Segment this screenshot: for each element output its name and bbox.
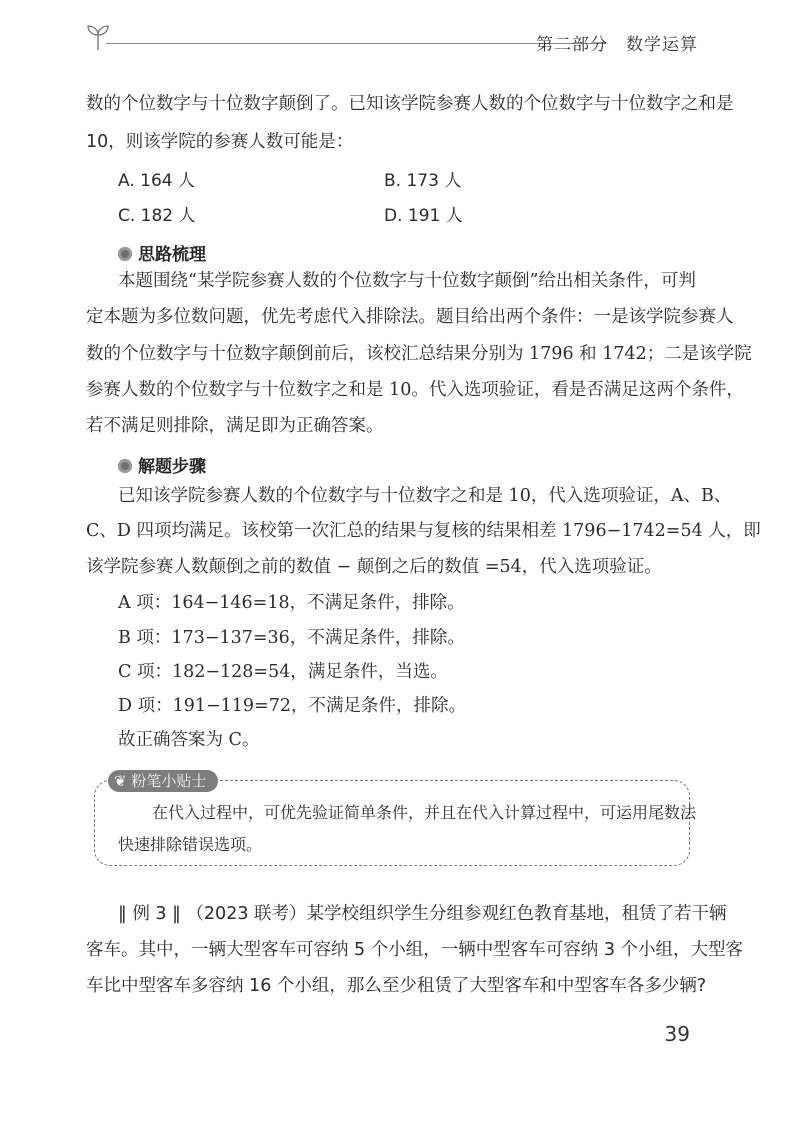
tip-line-1: 在代入过程中，可优先验证简单条件，并且在代入计算过程中，可运用尾数法	[152, 803, 697, 822]
option-d: D. 191 人	[384, 206, 463, 226]
page-number: 39	[664, 1022, 690, 1046]
sprout-icon: ❦	[114, 772, 132, 790]
example-marker-right: ‖	[166, 904, 187, 924]
header-rule	[106, 43, 606, 44]
option-b: B. 173 人	[384, 171, 462, 191]
example-line-1	[118, 896, 727, 932]
solution-line-3: 该学院参赛人数颠倒之前的数值 − 颠倒之后的数值 =54，代入选项验证。	[86, 557, 662, 577]
example-line-2: 客车。其中，一辆大型客车可容纳 5 个小组，一辆中型客车可容纳 3 个小组，大型客	[86, 940, 744, 960]
analysis-line-1: 本题围绕“某学院参赛人数的个位数字与十位数字颠倒”给出相关条件，可判	[118, 271, 696, 291]
circle-bullet-icon	[118, 459, 132, 473]
step-b: B 项：173−137=36，不满足条件，排除。	[118, 628, 465, 648]
analysis-heading	[118, 240, 206, 265]
step-c: C 项：182−128=54，满足条件，当选。	[118, 662, 448, 682]
analysis-line-4: 参赛人数的个位数字与十位数字之和是 10。代入选项验证，看是否满足这两个条件，	[86, 380, 744, 400]
option-a: A. 164 人	[118, 171, 195, 191]
analysis-line-3: 数的个位数字与十位数字颠倒前后，该校汇总结果分别为 1796 和 1742；二是该学院	[86, 344, 752, 364]
analysis-heading-text: 思路梳理	[138, 245, 206, 265]
solution-heading	[118, 452, 206, 477]
example-marker-left: ‖	[118, 904, 133, 924]
example-text-1: （2023 联考）某学校组织学生分组参观红色教育基地，租赁了若干辆	[186, 904, 727, 924]
analysis-line-5: 若不满足则排除，满足即为正确答案。	[86, 416, 384, 436]
example-line-3: 车比中型客车多容纳 16 个小组，那么至少租赁了大型客车和中型客车各多少辆?	[86, 976, 707, 996]
answer-line: 故正确答案为 C。	[118, 730, 260, 750]
tip-line-2: 快速排除错误选项。	[118, 835, 263, 854]
question-line-1: 数的个位数字与十位数字颠倒了。已知该学院参赛人数的个位数字与十位数字之和是	[86, 94, 734, 114]
example-label: 例 3	[132, 904, 167, 924]
sprout-icon	[86, 22, 110, 52]
option-c: C. 182 人	[118, 206, 196, 226]
tip-label-text: 粉笔小贴士	[131, 772, 207, 790]
analysis-line-2: 定本题为多位数问题，优先考虑代入排除法。题目给出两个条件：一是该学院参赛人	[86, 307, 734, 327]
running-header	[86, 22, 706, 55]
solution-line-2: C、D 四项均满足。该校第一次汇总的结果与复核的结果相差 1796−1742=54 人，即	[86, 521, 761, 541]
step-a: A 项：164−146=18，不满足条件，排除。	[118, 593, 465, 613]
circle-bullet-icon	[118, 247, 132, 261]
solution-heading-text: 解题步骤	[138, 457, 206, 477]
solution-line-1: 已知该学院参赛人数的个位数字与十位数字之和是 10，代入选项验证，A、B、	[118, 486, 732, 506]
section-title: 第二部分 数学运算	[536, 35, 698, 55]
step-d: D 项：191−119=72，不满足条件，排除。	[118, 696, 466, 716]
tip-label	[108, 770, 218, 792]
question-line-2: 10，则该学院的参赛人数可能是：	[86, 132, 354, 152]
